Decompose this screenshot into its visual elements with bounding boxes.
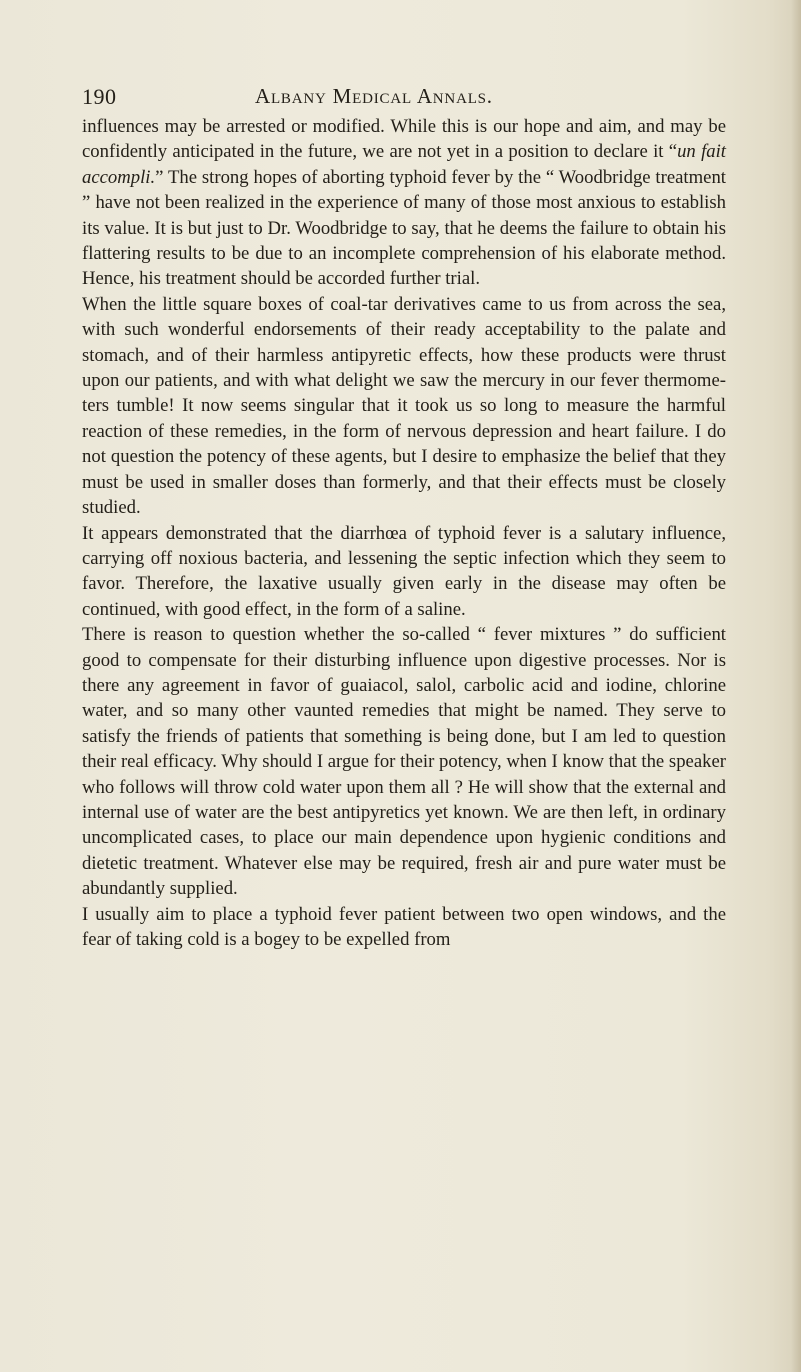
paragraph-1-text-before: influences may be arrested or modified. While this is our hope and aim, and may be confidently anticipated in the future, we are not yet in a position to declare it “ [82,116,726,163]
journal-title: Albany Medical Annals. [255,84,493,108]
paragraph-1 [82,114,726,292]
page-edge-shadow [791,0,801,1372]
page-number: 190 [82,84,117,109]
paragraph-1-text-after: ” The strong hopes of aborting typhoid fever by the “ Woodbridge treatment ” have not been realized in the experience of many of those most anxious to establish its value. It is but just to Dr. Woodbridge to say, that he deems the failure to obtain his flattering results to be due to an incomplete comprehension of his elaborate method. Hence, his treatment should be accorded further trial. [82,166,726,290]
paragraph-3: It appears demonstrated that the diarrhœa of typhoid fever is a salutary influence, carrying off noxious bacteria, and lessening the septic infection which they seem to favor. Therefore, the laxative usually given early in the disease may often be continued, with good effect, in the form of a saline. [82,522,726,620]
paragraph-2: When the little square boxes of coal-tar derivatives came to us from across the sea, with such wonderful endorsements of their ready acceptability to the palate and stomach, and of their harmless antipyretic effects, how these products were thrust upon our patients, and with what delight we saw the mercury in our fever thermome- ters tumble! It now seems singular that it took us so long to measure the harmful reaction of these remedies, in the form of nervous depression and heart failure. I do not question the potency of these agents, but I desire to emphasize the belief that they must be used in smaller doses than formerly, and that their effects must be closely studied. [82,293,726,519]
article-body [82,114,726,952]
italic-phrase: un fait accompli. [82,141,726,188]
paragraph-4: There is reason to question whether the so-called “ fever mixtures ” do sufficient good to compensate for their disturbing influence upon digestive processes. Nor is there any agreement in favor of guaiacol, salol, carbolic acid and iodine, chlorine water, and so many other vaunted remedies that might be named. They serve to satisfy the friends of patients that something is being done, but I am led to question their real efficacy. Why should I argue for their potency, when I know that the speaker who follows will throw cold water upon them all ? He will show that the external and internal use of water are the best antipyretics yet known. We are then left, in ordinary uncomplicated cases, to place our main dependence upon hygienic conditions and dietetic treatment. Whatever else may be required, fresh air and pure water must be abundantly supplied. [82,624,726,900]
running-head [82,84,722,114]
paragraph-5: I usually aim to place a typhoid fever patient between two open windows, and the fear of taking cold is a bogey to be expelled from [82,903,726,950]
